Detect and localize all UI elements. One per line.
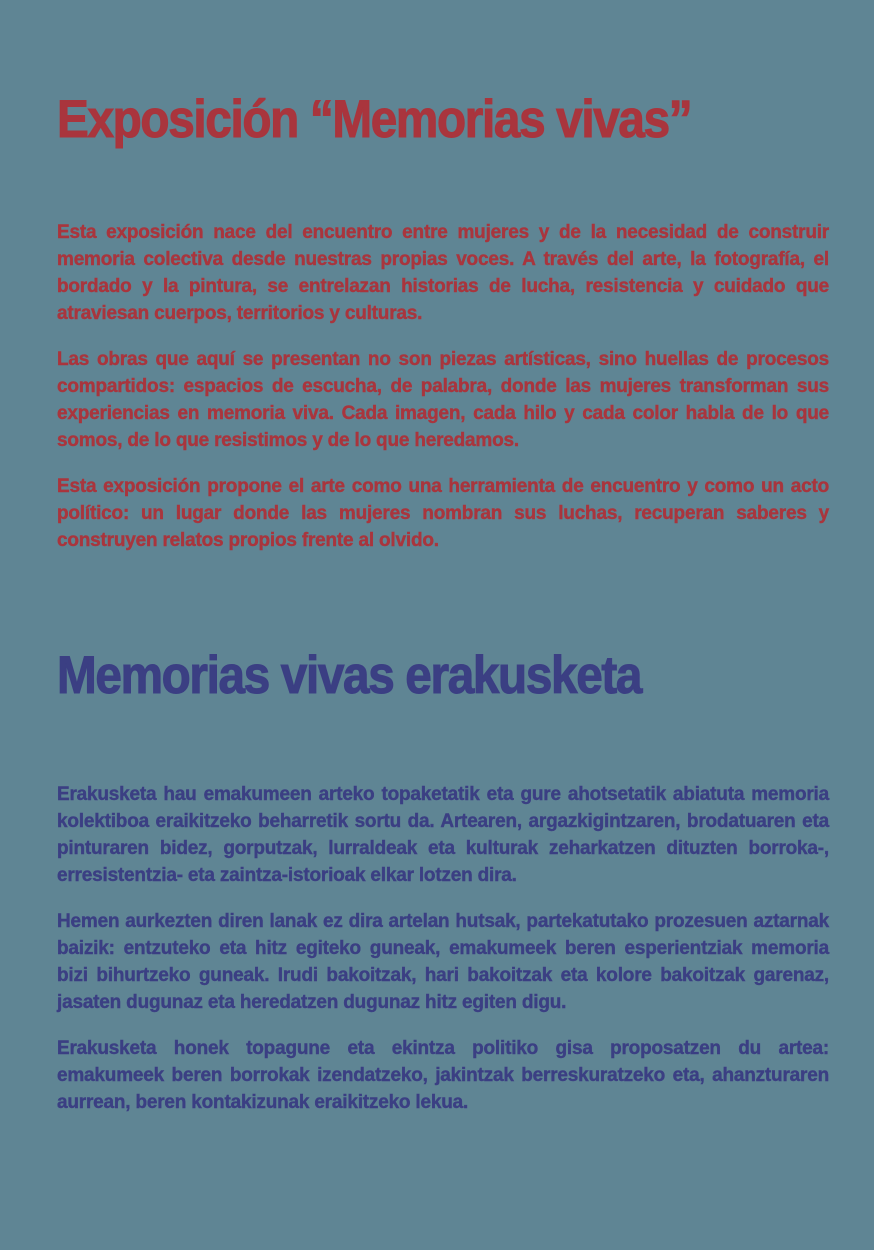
spanish-section xyxy=(57,91,829,554)
basque-paragraph-2: Hemen aurkezten diren lanak ez dira artelan hutsak, partekatutako prozesuen aztarnak baizik: entzuteko eta hitz egiteko guneak, emakumeek beren esperientziak memoria bizi bihurtzeko guneak. Irudi bakoitzak, hari bakoitzak eta kolore bakoitzak garenaz, jasaten dugunaz eta heredatzen dugunaz hitz egiten digu. xyxy=(57,911,829,1014)
spanish-paragraph-3: Esta exposición propone el arte como una herramienta de encuentro y como un acto político: un lugar donde las mujeres nombran sus luchas, recuperan saberes y construyen relatos propios frente al olvido. xyxy=(57,476,829,552)
basque-title: Memorias vivas erakusketa xyxy=(57,646,642,705)
spanish-paragraph-2: Las obras que aquí se presentan no son piezas artísticas, sino huellas de procesos compartidos: espacios de escucha, de palabra, donde las mujeres transforman sus experiencias en memoria viva. Cada imagen, cada hilo y cada color habla de lo que somos, de lo que resistimos y de lo que heredamos. xyxy=(57,349,829,452)
basque-section xyxy=(57,647,829,1116)
spanish-paragraph-1: Esta exposición nace del encuentro entre mujeres y de la necesidad de construir memoria colectiva desde nuestras propias voces. A través del arte, la fotografía, el bordado y la pintura, se entrelazan historias de lucha, resistencia y cuidado que atraviesan cuerpos, territorios y culturas. xyxy=(57,222,829,325)
basque-paragraph-1: Erakusketa hau emakumeen arteko topaketatik eta gure ahotsetatik abiatuta memoria kolektiboa eraikitzeko beharretik sortu da. Artearen, argazkigintzaren, brodatuaren eta pinturaren bidez, gorputzak, lurraldeak eta kulturak zeharkatzen dituzten borroka-, erresistentzia- eta zaintza-istorioak elkar lotzen dira. xyxy=(57,784,829,887)
basque-paragraph-3: Erakusketa honek topagune eta ekintza politiko gisa proposatzen du artea: emakumeek beren borrokak izendatzeko, jakintzak berreskuratzeko eta, ahanzturaren aurrean, beren kontakizunak eraikitzeko lekua. xyxy=(57,1038,829,1114)
spanish-title: Exposición “Memorias vivas” xyxy=(57,90,692,149)
